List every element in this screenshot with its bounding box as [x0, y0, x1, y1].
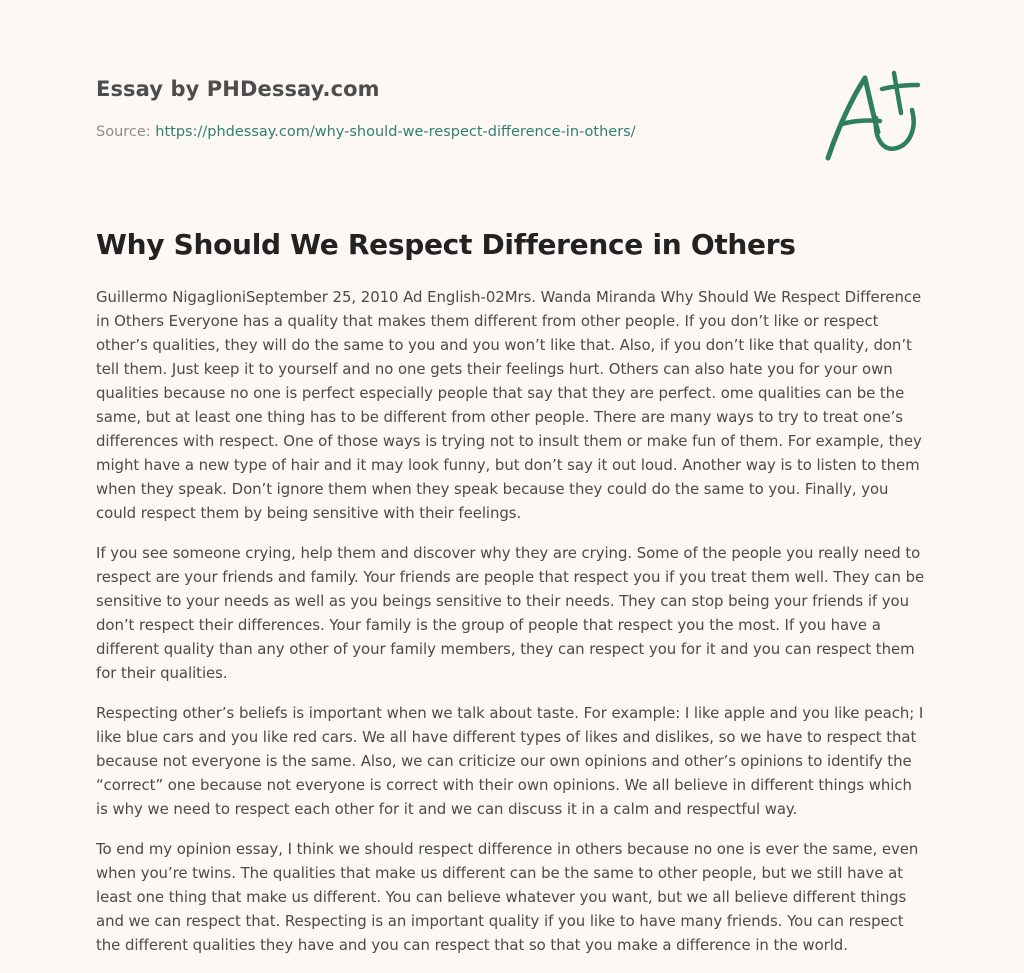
essay-paragraph: Respecting other’s beliefs is important when we talk about taste. For example: I like apple and you like peach; I like blue cars and you like red cars. We all have different types of likes and dislikes, so we have to respect that because not everyone is the same. Also, we can criticize our own opinions and other’s opinions to identify the “correct” one because not everyone is correct with their own opinions. We all believe in different things which is why we need to respect each other for it and we can discuss it in a calm and respectful way. [96, 704, 924, 818]
source-label: Source: [96, 124, 151, 140]
essay-title: Why Should We Respect Difference in Others [96, 228, 796, 261]
essay-paragraph: To end my opinion essay, I think we should respect difference in others because no one is ever the same, even when you’re twins. The qualities that make us different can be the same to other people, but we still have at least one thing that make us different. You can believe whatever you want, but we all believe different things and we can respect that. Respecting is an important quality if you like to have many friends. You can respect the different qualities they have and you can respect that so that you make a difference in the world. [96, 840, 919, 954]
essay-paragraph: Guillermo NigaglioniSeptember 25, 2010 Ad English-02Mrs. Wanda Miranda Why Should We Respect Difference in Others Everyone has a quality that makes them different from other people. If you don’t like or respect other’s qualities, they will do the same to you and you won’t like that. Also, if you don’t like that quality, don’t tell them. Just keep it to yourself and no one gets their feelings hurt. Others can also hate you for your own qualities because no one is perfect especially people that say that they are perfect. ome qualities can be the same, but at least one thing has to be different from other people. There are many ways to try to treat one’s differences with respect. One of those ways is trying not to insult them or make fun of them. For example, they might have a new type of hair and it may look funny, but don’t say it out loud. Another way is to listen to them when they speak. Don’t ignore them when they speak because they could do the same to you. Finally, you could respect them by being sensitive with their feelings. [96, 288, 922, 522]
source-link[interactable]: https://phdessay.com/why-should-we-respect-difference-in-others/ [155, 124, 636, 140]
brand-title: Essay by PHDessay.com [96, 77, 380, 101]
essay-paragraph: If you see someone crying, help them and discover why they are crying. Some of the people you really need to respect are your friends and family. Your friends are people that respect you if you treat them well. They can be sensitive to your needs as well as you beings sensitive to their needs. They can stop being your friends if you don’t respect their differences. Your family is the group of people that respect you the most. If you have a different quality than any other of your family members, they can respect you for it and you can respect them for their qualities. [96, 544, 925, 682]
a-plus-grade-icon [818, 66, 930, 166]
source-line [96, 124, 636, 140]
essay-body [96, 285, 928, 973]
